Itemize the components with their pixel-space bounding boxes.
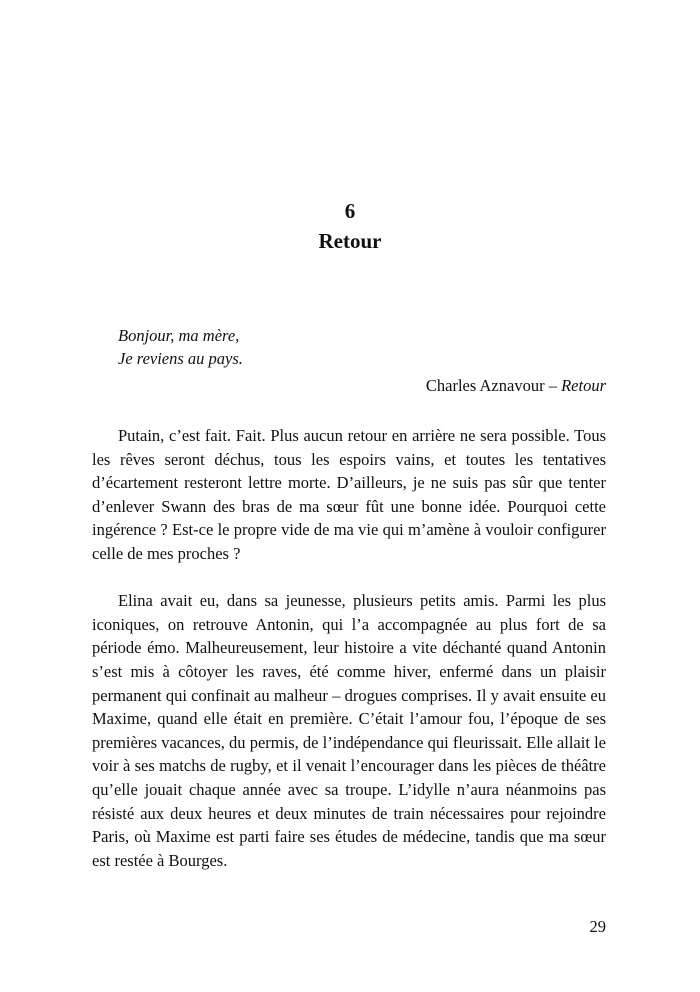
body-text xyxy=(92,424,606,872)
chapter-number: 6 xyxy=(344,199,356,223)
epigraph-line: Je reviens au pays. xyxy=(118,349,243,368)
epigraph-author: Charles Aznavour – xyxy=(425,376,557,395)
chapter-title: Retour xyxy=(318,229,382,253)
paragraph: Putain, c’est fait. Fait. Plus aucun retour en arrière ne sera possible. Tous les rêves seront déchus, tous les espoirs vains, et toutes les tentatives d’écartement resteront lettre morte. D’ailleurs, je ne suis pas sûr que tenter d’enlever Swann des bras de ma sœur fût une bonne idée. Pourquoi cette ingérence ? Est-ce le propre vide de ma vie qui m’amène à vouloir configurer celle de mes proches ? xyxy=(92,426,606,563)
page-number: 29 xyxy=(589,917,606,936)
epigraph-work: Retour xyxy=(561,376,606,395)
paragraph: Elina avait eu, dans sa jeunesse, plusieurs petits amis. Parmi les plus iconiques, on retrouve Antonin, qui l’a accompagnée au plus fort de sa période émo. Malheureusement, leur histoire a vite déchanté quand Antonin s’est mis à côtoyer les raves, été comme hiver, enfermé dans un plaisir permanent qui confinait au malheur – drogues comprises. Il y avait ensuite eu Maxime, quand elle était en première. C’était l’amour fou, l’époque de ses premières vacances, du permis, de l’indépendance qui fleurissait. Elle allait le voir à ses matchs de rugby, et il venait l’encourager dans les pièces de théâtre qu’elle jouait chaque année avec sa troupe. L’idylle n’aura néanmoins pas résisté aux deux heures et deux minutes de train nécessaires pour rejoindre Paris, où Maxime est parti faire ses études de médecine, tandis que ma sœur est restée à Bourges. xyxy=(92,591,606,870)
epigraph-line: Bonjour, ma mère, xyxy=(118,326,240,345)
epigraph xyxy=(92,324,606,397)
epigraph-source xyxy=(92,374,606,397)
